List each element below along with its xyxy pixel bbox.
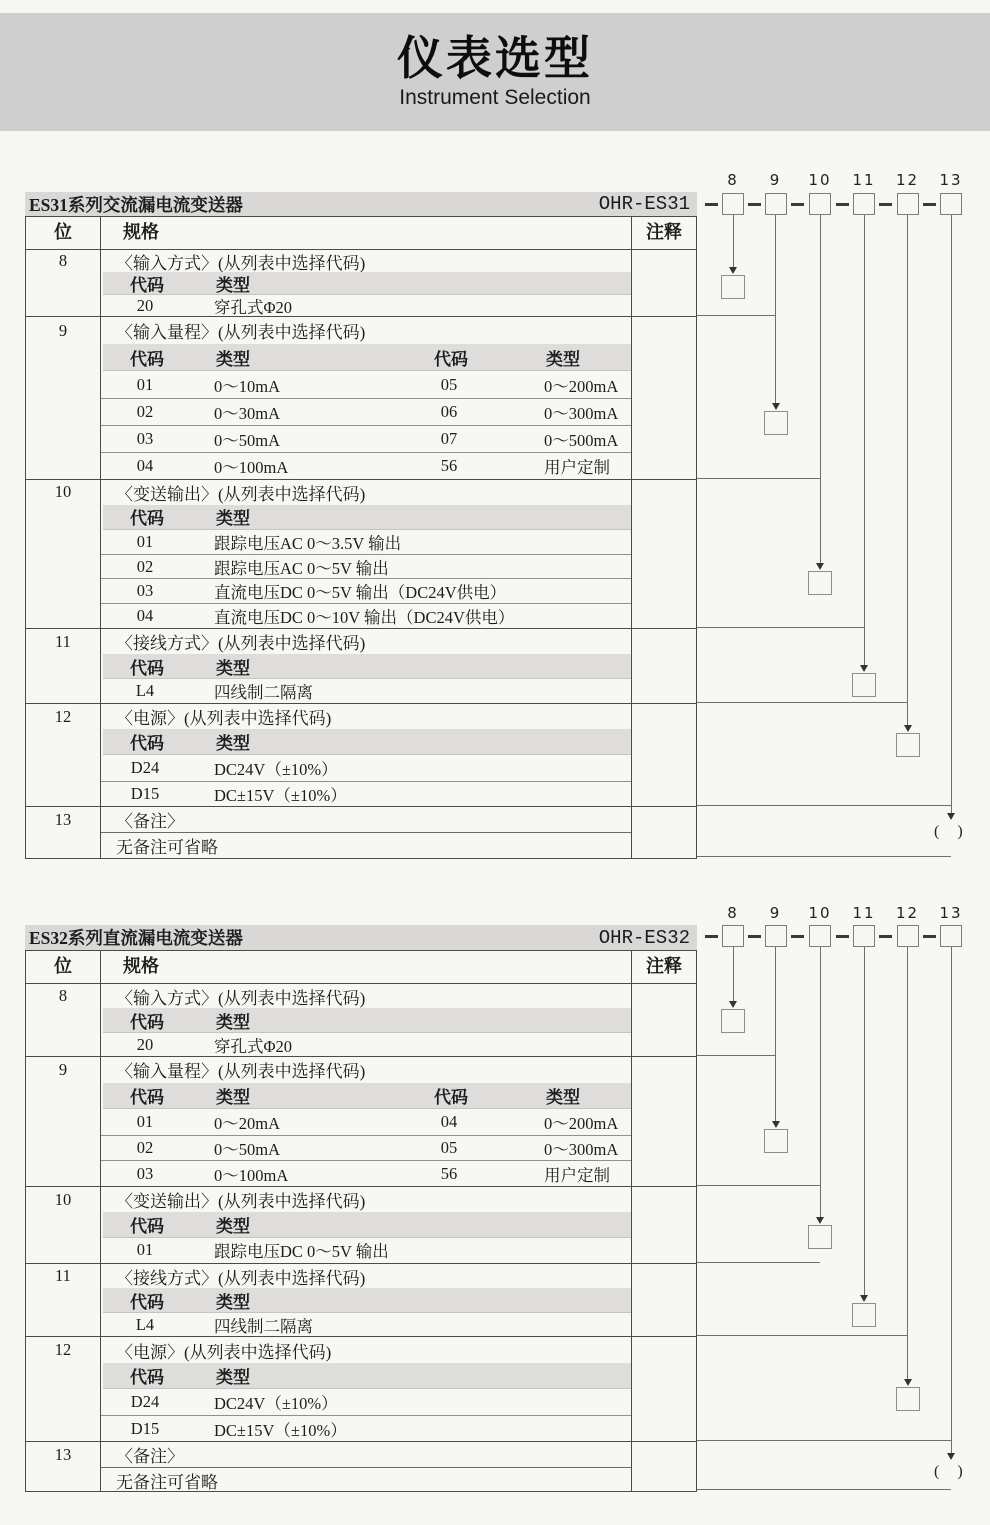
digit-label-8: 8	[727, 904, 739, 922]
option-row	[101, 554, 631, 579]
option-type: 用户定制	[544, 458, 610, 477]
connector-line-13	[951, 947, 952, 1458]
selection-table-es31	[25, 192, 697, 859]
table-model-code: OHR-ES32	[598, 926, 690, 949]
option-code: 01	[136, 374, 154, 394]
connector-line-9	[775, 947, 776, 1126]
option-code: 01	[136, 1240, 154, 1260]
dash-separator	[879, 935, 892, 938]
subheader-label: 类型	[216, 1292, 250, 1312]
option-code: 04	[440, 1111, 458, 1131]
remark-parentheses: ( )	[934, 1463, 970, 1480]
spec-title: 〈输入量程〉(从列表中选择代码)	[116, 1062, 366, 1082]
connector-line-11	[864, 947, 865, 1300]
row-boundary-extension	[697, 805, 951, 806]
column-header-position: 位	[26, 217, 101, 249]
option-code: D24	[130, 1392, 160, 1411]
option-code: D24	[130, 757, 160, 777]
option-row	[101, 679, 631, 703]
option-row	[101, 578, 631, 603]
code-digit-box-13	[940, 925, 962, 947]
selection-table-es32	[25, 925, 697, 1492]
note-cell	[632, 1264, 696, 1336]
digit-label-9: 9	[769, 171, 782, 189]
dash-separator	[923, 203, 936, 206]
subheader-label: 代码	[130, 1012, 164, 1032]
arrow-down-icon	[772, 403, 780, 410]
code-digit-box-11	[853, 193, 875, 215]
code-type-subheader	[103, 654, 631, 679]
row-boundary-extension	[697, 1335, 908, 1336]
position-cell	[26, 807, 101, 858]
option-code: 03	[136, 429, 154, 448]
option-row	[101, 1389, 631, 1415]
option-type: 0～200mA	[544, 1113, 619, 1133]
position-cell	[26, 629, 101, 703]
arrow-down-icon	[904, 725, 912, 732]
row-boundary-extension	[697, 627, 864, 628]
selection-target-box-10	[808, 571, 832, 595]
option-code: 05	[440, 374, 458, 394]
note-cell	[632, 1187, 696, 1263]
digit-label-13: 13	[939, 171, 963, 189]
subheader-label: 代码	[130, 1368, 164, 1387]
option-type: 四线制二隔离	[214, 683, 313, 702]
digit-label-10: 10	[808, 904, 832, 922]
position-number: 11	[55, 1266, 71, 1285]
position-cell	[26, 704, 101, 806]
column-header-position: 位	[26, 951, 101, 983]
option-type: 0～100mA	[214, 1165, 289, 1185]
spec-cell	[101, 317, 632, 479]
position-number: 8	[58, 251, 68, 270]
subheader-label: 类型	[216, 1368, 250, 1387]
digit-label-10: 10	[808, 171, 832, 189]
dash-separator	[836, 935, 849, 938]
spec-title: 〈变送输出〉(从列表中选择代码)	[116, 1192, 366, 1212]
code-digit-box-13	[940, 193, 962, 215]
table-title-bar	[25, 925, 697, 950]
subheader-label: 类型	[216, 734, 250, 754]
connector-line-10	[820, 215, 821, 568]
spec-cell	[101, 250, 632, 316]
position-number: 8	[58, 986, 68, 1005]
option-row	[101, 425, 631, 452]
table-frame	[25, 216, 697, 859]
option-code: 56	[440, 1163, 458, 1183]
option-code: D15	[130, 1418, 160, 1438]
table-body	[26, 249, 696, 858]
option-type: 四线制二隔离	[214, 1316, 313, 1336]
option-row	[101, 781, 631, 806]
subheader-label: 类型	[216, 349, 250, 369]
position-number: 12	[54, 707, 72, 726]
position-number: 13	[54, 810, 72, 829]
table-header-row	[26, 951, 696, 983]
option-code: 01	[136, 1111, 154, 1131]
table-group-pos-11	[26, 628, 696, 703]
selection-target-box-8	[721, 1009, 745, 1033]
dash-separator	[705, 935, 718, 938]
note-cell	[632, 984, 696, 1056]
spec-cell	[101, 984, 632, 1056]
code-type-subheader	[103, 1288, 631, 1312]
remark-row: 无备注可省略	[101, 1467, 631, 1492]
note-cell	[632, 317, 696, 479]
spec-cell	[101, 1057, 632, 1186]
dash-separator	[791, 203, 804, 206]
digit-label-13: 13	[939, 904, 963, 922]
option-type: 0～100mA	[214, 458, 289, 477]
code-digit-box-9	[765, 925, 787, 947]
digit-label-12: 12	[895, 904, 920, 922]
column-header-spec: 规格	[101, 951, 632, 983]
option-row	[101, 1033, 631, 1057]
spec-cell	[101, 629, 632, 703]
dash-separator	[879, 203, 892, 206]
option-code: 02	[136, 1137, 154, 1157]
spec-cell	[101, 1337, 632, 1441]
dash-separator	[836, 203, 849, 206]
option-type: 跟踪电压AC 0～3.5V 输出	[214, 533, 402, 553]
row-boundary-extension	[697, 1440, 951, 1441]
subheader-label: 类型	[546, 349, 580, 369]
table-group-pos-8	[26, 983, 696, 1056]
code-digit-box-10	[809, 193, 831, 215]
position-cell	[26, 317, 101, 479]
position-cell	[26, 1187, 101, 1263]
option-type: 用户定制	[544, 1165, 610, 1185]
page-banner	[0, 13, 990, 131]
dash-separator	[748, 935, 761, 938]
selection-target-box-10	[808, 1225, 832, 1249]
code-type-subheader	[103, 505, 631, 530]
option-row	[101, 603, 631, 628]
subheader-label: 代码	[130, 349, 164, 369]
table-title-bar	[25, 192, 697, 216]
spec-cell	[101, 480, 632, 628]
code-type-subheader	[103, 272, 631, 294]
selection-target-box-12	[896, 733, 920, 757]
remark-parentheses: ( )	[934, 823, 970, 840]
option-type: 0～500mA	[544, 431, 619, 450]
spec-title: 〈输入方式〉(从列表中选择代码)	[116, 988, 366, 1008]
option-type: 跟踪电压DC 0～5V 输出	[214, 1242, 389, 1262]
option-code: 05	[440, 1137, 458, 1157]
option-row	[101, 530, 631, 554]
arrow-down-icon	[772, 1121, 780, 1128]
page-title: 仪表选型	[397, 32, 593, 84]
connector-line-12	[907, 215, 908, 730]
table-body	[26, 983, 696, 1491]
arrow-down-icon	[860, 665, 868, 672]
option-row	[101, 1135, 631, 1161]
connector-line-10	[820, 947, 821, 1222]
position-cell	[26, 1057, 101, 1186]
digit-label-9: 9	[769, 904, 782, 922]
option-code: 01	[136, 531, 154, 551]
code-type-subheader	[103, 729, 631, 755]
connector-line-9	[775, 215, 776, 408]
spec-cell	[101, 1187, 632, 1263]
code-digit-box-12	[897, 193, 919, 215]
option-type: 直流电压DC 0～5V 输出（DC24V供电）	[214, 583, 507, 603]
selection-target-box-8	[721, 275, 745, 299]
row-boundary-extension	[697, 856, 951, 857]
note-cell	[632, 629, 696, 703]
option-type: DC24V（±10%）	[214, 759, 338, 779]
option-type: 0～50mA	[214, 431, 280, 450]
position-cell	[26, 1442, 101, 1491]
code-type-subheader	[103, 344, 631, 371]
option-code: 20	[136, 1034, 154, 1054]
position-number: 11	[55, 632, 71, 651]
subheader-label: 代码	[434, 349, 468, 369]
digit-label-11: 11	[852, 171, 876, 189]
option-type: 穿孔式Φ20	[214, 297, 293, 317]
selection-target-box-9	[764, 1129, 788, 1153]
spec-title: 〈输入量程〉(从列表中选择代码)	[116, 323, 366, 342]
note-cell	[632, 704, 696, 806]
arrow-down-icon	[729, 267, 737, 274]
subheader-label: 类型	[546, 1087, 580, 1107]
code-digit-box-8	[722, 925, 744, 947]
code-type-subheader	[103, 1212, 631, 1238]
position-number: 10	[54, 1190, 72, 1209]
connector-line-8	[733, 215, 734, 272]
position-cell	[26, 250, 101, 316]
table-group-pos-9	[26, 316, 696, 479]
row-boundary-extension	[697, 1489, 951, 1490]
option-row	[101, 1238, 631, 1263]
option-code: D15	[130, 783, 160, 803]
note-cell	[632, 250, 696, 316]
code-type-subheader	[103, 1083, 631, 1109]
option-code: 04	[136, 456, 154, 475]
connector-line-13	[951, 215, 952, 818]
option-row	[101, 1160, 631, 1186]
dash-separator	[748, 203, 761, 206]
selection-target-box-12	[896, 1387, 920, 1411]
option-row	[101, 371, 631, 398]
subheader-label: 代码	[130, 658, 164, 678]
option-type: 穿孔式Φ20	[214, 1036, 293, 1056]
option-type: 0～300mA	[544, 1139, 619, 1159]
subheader-label: 类型	[216, 1217, 250, 1236]
position-number: 10	[54, 482, 72, 501]
connector-line-8	[733, 947, 734, 1006]
option-row	[101, 1313, 631, 1337]
arrow-down-icon	[816, 563, 824, 570]
subheader-label: 类型	[216, 658, 250, 678]
option-code: 02	[136, 556, 154, 576]
selection-target-box-11	[852, 1303, 876, 1327]
code-digit-box-12	[897, 925, 919, 947]
column-header-note: 注释	[646, 956, 682, 976]
row-boundary-extension	[697, 315, 776, 316]
option-code: 03	[136, 581, 154, 601]
table-group-pos-10	[26, 479, 696, 628]
table-group-pos-9	[26, 1056, 696, 1186]
dash-separator	[923, 935, 936, 938]
code-type-subheader	[103, 1363, 631, 1389]
table-group-pos-13	[26, 1441, 696, 1491]
option-type: 跟踪电压AC 0～5V 输出	[214, 558, 389, 578]
spec-title: 〈备注〉	[116, 812, 184, 831]
spec-title: 〈电源〉(从列表中选择代码)	[116, 1342, 332, 1362]
option-row	[101, 452, 631, 479]
option-type: DC±15V（±10%）	[214, 1420, 347, 1440]
row-boundary-extension	[697, 478, 820, 479]
row-boundary-extension	[697, 1262, 820, 1263]
digit-label-8: 8	[727, 171, 739, 189]
spec-title: 〈输入方式〉(从列表中选择代码)	[116, 253, 366, 273]
code-digit-box-11	[853, 925, 875, 947]
selection-target-box-11	[852, 673, 876, 697]
position-cell	[26, 984, 101, 1056]
column-header-note: 注释	[646, 222, 682, 242]
table-series-title: ES31系列交流漏电流变送器	[29, 194, 243, 215]
arrow-down-icon	[860, 1295, 868, 1302]
position-number: 13	[54, 1445, 72, 1464]
table-model-code: OHR-ES31	[598, 193, 690, 215]
position-cell	[26, 1264, 101, 1336]
table-group-pos-11	[26, 1263, 696, 1336]
note-cell	[632, 807, 696, 858]
digit-label-11: 11	[852, 904, 876, 922]
code-digit-box-10	[809, 925, 831, 947]
spec-title: 〈接线方式〉(从列表中选择代码)	[116, 634, 366, 653]
arrow-down-icon	[904, 1379, 912, 1386]
option-type: DC±15V（±10%）	[214, 785, 347, 805]
position-number: 12	[54, 1340, 72, 1359]
spec-cell	[101, 1264, 632, 1336]
column-header-spec: 规格	[101, 217, 632, 249]
row-boundary-extension	[697, 1055, 776, 1056]
position-number: 9	[58, 1060, 68, 1079]
option-code: 07	[440, 429, 458, 448]
note-cell	[632, 480, 696, 628]
subheader-label: 代码	[130, 734, 164, 754]
spec-cell	[101, 1442, 632, 1491]
option-row	[101, 1109, 631, 1135]
option-type: 0～30mA	[214, 404, 280, 423]
option-type: 0～300mA	[544, 404, 619, 423]
position-cell	[26, 480, 101, 628]
option-type: 0～200mA	[544, 376, 619, 396]
table-series-title: ES32系列直流漏电流变送器	[29, 928, 243, 948]
subheader-label: 类型	[216, 1012, 250, 1032]
option-code: 20	[136, 295, 154, 315]
option-code: 02	[136, 402, 154, 421]
option-type: 0～50mA	[214, 1139, 280, 1159]
code-type-subheader	[103, 1008, 631, 1032]
connector-line-11	[864, 215, 865, 670]
row-boundary-extension	[697, 1185, 820, 1186]
table-group-pos-12	[26, 703, 696, 806]
subheader-label: 代码	[130, 1087, 164, 1107]
note-cell	[632, 1057, 696, 1186]
option-type: 直流电压DC 0～10V 输出（DC24V供电）	[214, 608, 515, 628]
subheader-label: 代码	[130, 275, 164, 295]
option-code: 56	[440, 456, 458, 475]
subheader-label: 代码	[130, 1292, 164, 1312]
option-code: 06	[440, 402, 458, 421]
option-code: L4	[135, 1314, 155, 1334]
code-digit-box-9	[765, 193, 787, 215]
row-boundary-extension	[697, 702, 908, 703]
table-header-row	[26, 217, 696, 249]
option-code: L4	[135, 681, 155, 700]
spec-title: 〈变送输出〉(从列表中选择代码)	[116, 484, 366, 504]
option-type: 0～10mA	[214, 376, 280, 396]
digit-label-12: 12	[895, 171, 920, 189]
table-group-pos-13	[26, 806, 696, 858]
table-group-pos-12	[26, 1336, 696, 1441]
note-cell	[632, 1442, 696, 1491]
spec-title: 〈电源〉(从列表中选择代码)	[116, 709, 332, 729]
option-code: 03	[136, 1163, 154, 1183]
option-code: 04	[136, 606, 154, 626]
arrow-down-icon	[729, 1001, 737, 1008]
option-type: DC24V（±10%）	[214, 1394, 338, 1413]
subheader-label: 代码	[130, 1217, 164, 1236]
spec-cell	[101, 704, 632, 806]
subheader-label: 类型	[216, 509, 250, 529]
dash-separator	[705, 203, 718, 206]
spec-title: 〈备注〉	[116, 1447, 184, 1466]
table-group-pos-8	[26, 249, 696, 316]
option-row	[101, 1415, 631, 1441]
arrow-down-icon	[947, 813, 955, 820]
subheader-label: 代码	[434, 1087, 468, 1107]
option-row	[101, 295, 631, 317]
spec-title: 〈接线方式〉(从列表中选择代码)	[116, 1268, 366, 1288]
position-number: 9	[58, 321, 68, 340]
spec-cell	[101, 807, 632, 858]
subheader-label: 代码	[130, 509, 164, 529]
arrow-down-icon	[816, 1217, 824, 1224]
page-subtitle: Instrument Selection	[399, 85, 591, 109]
dash-separator	[791, 935, 804, 938]
remark-row: 无备注可省略	[101, 832, 631, 858]
option-type: 0～20mA	[214, 1113, 280, 1133]
option-row	[101, 755, 631, 780]
selection-target-box-9	[764, 411, 788, 435]
option-row	[101, 398, 631, 425]
note-cell	[632, 1337, 696, 1441]
subheader-label: 类型	[216, 275, 250, 295]
subheader-label: 类型	[216, 1087, 250, 1107]
position-cell	[26, 1337, 101, 1441]
connector-line-12	[907, 947, 908, 1384]
table-group-pos-10	[26, 1186, 696, 1263]
code-digit-box-8	[722, 193, 744, 215]
table-frame	[25, 950, 697, 1492]
arrow-down-icon	[947, 1453, 955, 1460]
